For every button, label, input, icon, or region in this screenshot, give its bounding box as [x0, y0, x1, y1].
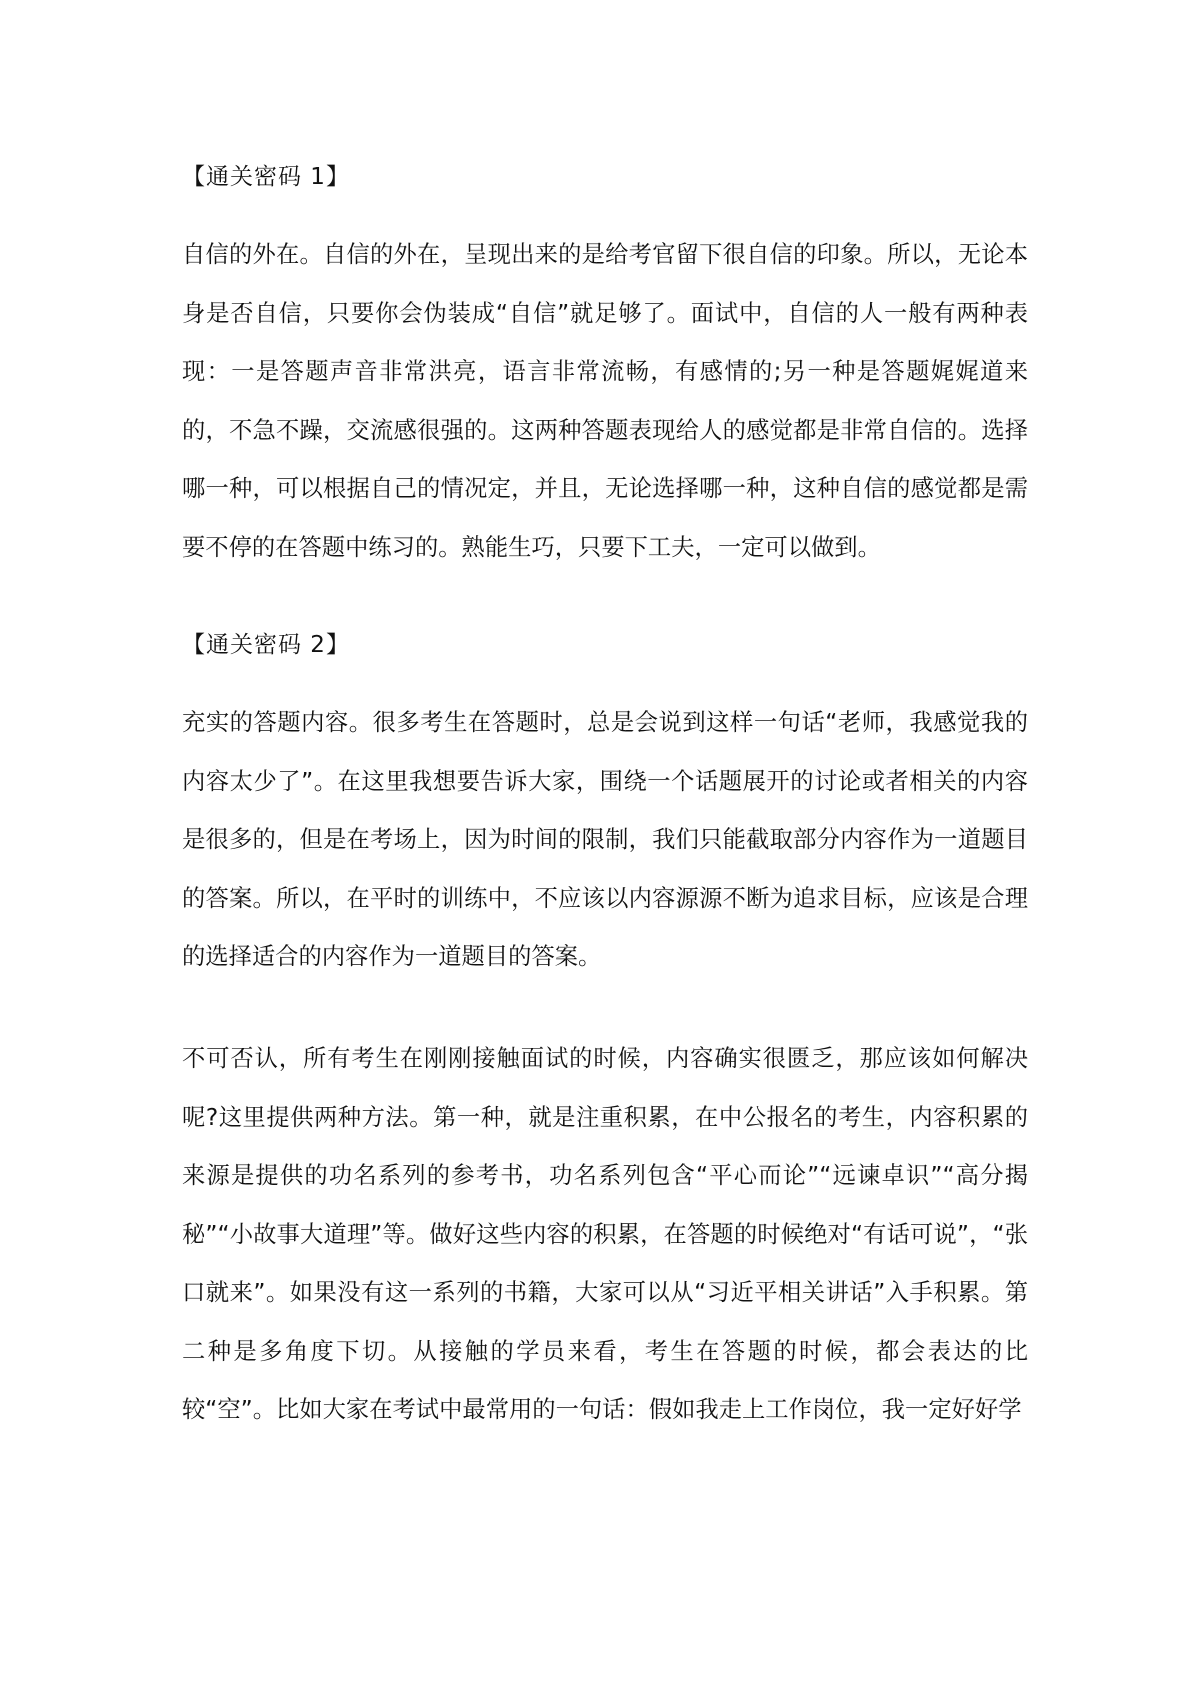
section-2-paragraph-2: 不可否认，所有考生在刚刚接触面试的时候，内容确实很匮乏，那应该如何解决呢?这里提供两种方法。第一种，就是注重积累，在中公报名的考生，内容积累的来源是提供的功名系列的参考书，功名系列包含“平心而论”“远谏卓识”“高分揭秘”“小故事大道理”等。做好这些内容的积累，在答题的时候绝对“有话可说”，“张口就来”。如果没有这一系列的书籍，大家可以从“习近平相关讲话”入手积累。第二种是多角度下切。从接触的学员来看，考生在答题的时候，都会表达的比较“空”。比如大家在考试中最常用的一句话：假如我走上工作岗位，我一定好好学 [182, 1045, 1028, 1423]
section-2-paragraph-1: 充实的答题内容。很多考生在答题时，总是会说到这样一句话“老师，我感觉我的内容太少了”。在这里我想要告诉大家，围绕一个话题展开的讨论或者相关的内容是很多的，但是在考场上，因为时间的限制，我们只能截取部分内容作为一道题目的答案。所以，在平时的训练中，不应该以内容源源不断为追求目标，应该是合理的选择适合的内容作为一道题目的答案。 [182, 709, 1028, 970]
section-heading-1: 【通关密码 1】 [182, 164, 350, 190]
section-heading-2: 【通关密码 2】 [182, 632, 350, 658]
section-1-paragraph-1: 自信的外在。自信的外在，呈现出来的是给考官留下很自信的印象。所以，无论本身是否自信，只要你会伪装成“自信”就足够了。面试中，自信的人一般有两种表现：一是答题声音非常洪亮，语言非常流畅，有感情的;另一种是答题娓娓道来的，不急不躁，交流感很强的。这两种答题表现给人的感觉都是非常自信的。选择哪一种，可以根据自己的情况定，并且，无论选择哪一种，这种自信的感觉都是需要不停的在答题中练习的。熟能生巧，只要下工夫，一定可以做到。 [182, 241, 1028, 561]
